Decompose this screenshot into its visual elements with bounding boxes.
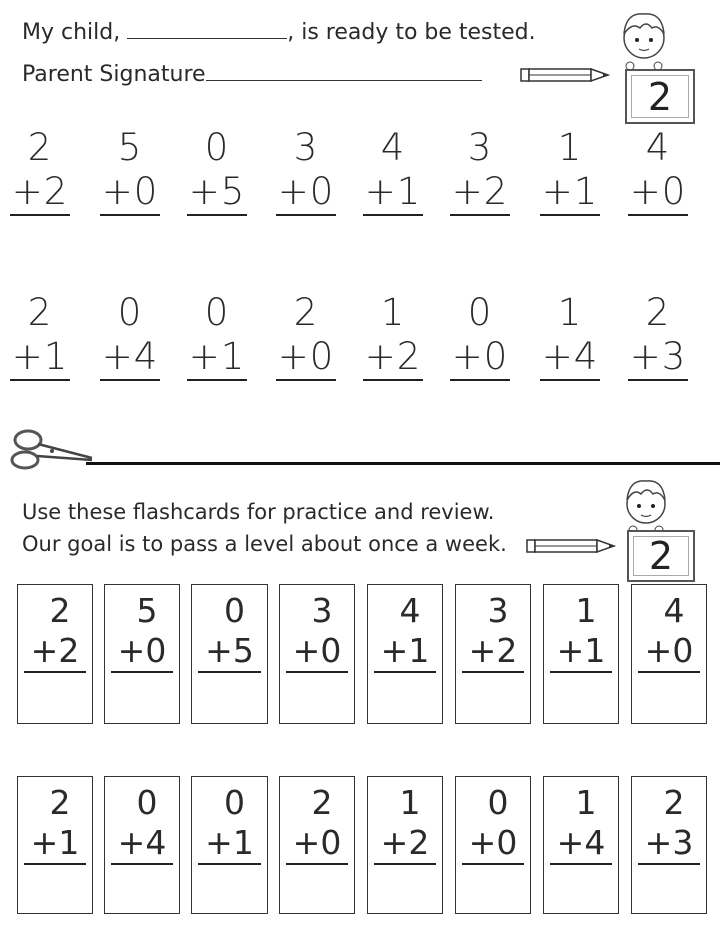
flashcard-top-number: 0 — [487, 783, 509, 822]
flashcard-top-number: 4 — [663, 591, 685, 630]
flashcard-top-number: 2 — [49, 591, 71, 630]
flashcard — [455, 584, 531, 724]
flashcard — [17, 776, 93, 914]
flashcard — [367, 776, 443, 914]
flashcard-addend: +0 — [286, 631, 348, 673]
problem-addend: +1 — [540, 170, 600, 216]
practice-problem — [10, 291, 70, 381]
problem-top-number: 3 — [467, 126, 493, 169]
problem-top-number: 3 — [293, 126, 319, 169]
level-sign — [625, 69, 695, 124]
child-holding-sign-icon — [616, 472, 676, 536]
problem-addend: +0 — [276, 170, 336, 216]
problem-top-number: 2 — [293, 291, 319, 334]
practice-problem — [450, 126, 510, 216]
scissors-icon — [8, 424, 94, 474]
problem-addend: +1 — [363, 170, 423, 216]
flashcard-top-number: 3 — [311, 591, 333, 630]
problem-addend: +4 — [100, 335, 160, 381]
problem-top-number: 4 — [380, 126, 406, 169]
practice-problem — [276, 291, 336, 381]
flashcard — [191, 776, 268, 914]
problem-addend: +5 — [187, 170, 247, 216]
problem-addend: +2 — [450, 170, 510, 216]
flashcard-addend: +1 — [24, 823, 86, 865]
practice-problem — [628, 126, 688, 216]
child-ready-line — [22, 20, 536, 45]
flashcard-addend: +1 — [374, 631, 436, 673]
flashcard-top-number: 0 — [136, 783, 158, 822]
flashcard-addend: +2 — [24, 631, 86, 673]
flashcard — [543, 584, 619, 724]
flashcard-top-number: 2 — [49, 783, 71, 822]
flashcard-addend: +0 — [462, 823, 524, 865]
problem-top-number: 4 — [645, 126, 671, 169]
practice-problem — [540, 126, 600, 216]
practice-problem — [628, 291, 688, 381]
flashcard-addend: +5 — [198, 631, 261, 673]
flashcard-top-number: 5 — [136, 591, 158, 630]
level-number: 2 — [647, 74, 673, 119]
problem-top-number: 0 — [117, 291, 143, 334]
problem-top-number: 1 — [557, 291, 583, 334]
flashcard-top-number: 1 — [399, 783, 421, 822]
instruction-line-1: Use these flashcards for practice and review. — [22, 500, 495, 524]
problem-addend: +1 — [10, 335, 70, 381]
practice-problem — [100, 126, 160, 216]
flashcard-addend: +4 — [550, 823, 612, 865]
problem-top-number: 5 — [117, 126, 143, 169]
problem-top-number: 0 — [204, 126, 230, 169]
flashcard — [17, 584, 93, 724]
flashcard — [543, 776, 619, 914]
flashcard-top-number: 1 — [575, 591, 597, 630]
flashcard-addend: +2 — [374, 823, 436, 865]
flashcard-addend: +2 — [462, 631, 524, 673]
practice-problem — [276, 126, 336, 216]
flashcard-addend: +0 — [111, 631, 173, 673]
instruction-line-2: Our goal is to pass a level about once a week. — [22, 532, 507, 556]
problem-top-number: 0 — [204, 291, 230, 334]
practice-problem — [540, 291, 600, 381]
level-sign — [627, 530, 695, 582]
practice-problem — [10, 126, 70, 216]
flashcard-addend: +1 — [198, 823, 261, 865]
flashcard — [104, 776, 180, 914]
signature-label: Parent Signature — [22, 62, 206, 87]
child-name-blank[interactable] — [127, 20, 287, 39]
flashcard — [279, 776, 355, 914]
flashcard — [455, 776, 531, 914]
problem-addend: +0 — [450, 335, 510, 381]
problem-addend: +2 — [10, 170, 70, 216]
child-line-suffix: , is ready to be tested. — [287, 20, 536, 45]
flashcard — [191, 584, 268, 724]
pencil-icon — [520, 66, 612, 84]
problem-addend: +0 — [100, 170, 160, 216]
flashcard-addend: +4 — [111, 823, 173, 865]
flashcard-top-number: 1 — [575, 783, 597, 822]
problem-top-number: 2 — [27, 126, 53, 169]
flashcard-addend: +0 — [286, 823, 348, 865]
level-number: 2 — [648, 534, 674, 578]
problem-addend: +0 — [628, 170, 688, 216]
flashcard-addend: +1 — [550, 631, 612, 673]
child-holding-sign-icon — [614, 4, 674, 72]
pencil-icon — [526, 537, 618, 555]
flashcard-top-number: 3 — [487, 591, 509, 630]
flashcard-top-number: 2 — [663, 783, 685, 822]
flashcard-addend: +0 — [638, 631, 700, 673]
practice-problem — [363, 291, 423, 381]
problem-top-number: 0 — [467, 291, 493, 334]
flashcard — [104, 584, 180, 724]
practice-problem — [187, 126, 247, 216]
parent-signature-line — [22, 62, 482, 87]
flashcard-top-number: 0 — [224, 783, 245, 822]
flashcard-top-number: 4 — [399, 591, 421, 630]
flashcard — [631, 584, 707, 724]
problem-addend: +2 — [363, 335, 423, 381]
flashcard — [631, 776, 707, 914]
practice-problem — [363, 126, 423, 216]
problem-addend: +3 — [628, 335, 688, 381]
cut-line — [86, 462, 720, 465]
practice-problem — [100, 291, 160, 381]
signature-blank[interactable] — [206, 62, 482, 81]
practice-problem — [187, 291, 247, 381]
problem-addend: +1 — [187, 335, 247, 381]
problem-top-number: 1 — [380, 291, 406, 334]
problem-top-number: 2 — [645, 291, 671, 334]
child-line-prefix: My child, — [22, 20, 121, 45]
problem-top-number: 1 — [557, 126, 583, 169]
flashcard-top-number: 0 — [224, 591, 245, 630]
practice-problem — [450, 291, 510, 381]
flashcard-top-number: 2 — [311, 783, 333, 822]
flashcard — [279, 584, 355, 724]
flashcard — [367, 584, 443, 724]
problem-addend: +0 — [276, 335, 336, 381]
problem-top-number: 2 — [27, 291, 53, 334]
flashcard-addend: +3 — [638, 823, 700, 865]
problem-addend: +4 — [540, 335, 600, 381]
